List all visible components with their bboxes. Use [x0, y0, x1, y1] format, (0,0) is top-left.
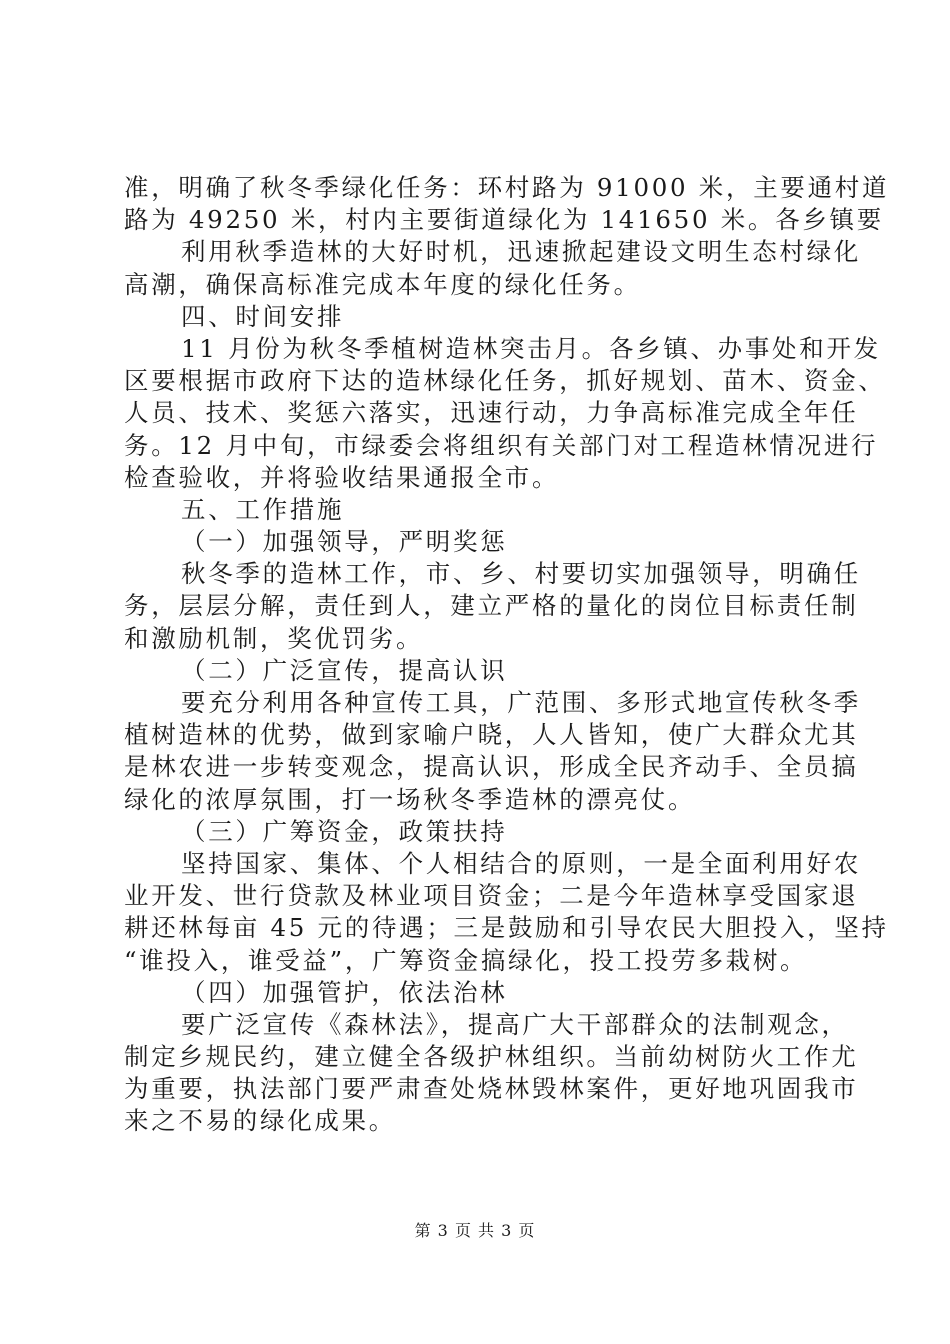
- text-line: 耕还林每亩 45 元的待遇；三是鼓励和引导农民大胆投入，坚持: [124, 913, 889, 943]
- text-line: 务。12 月中旬，市绿委会将组织有关部门对工程造林情况进行: [124, 430, 879, 460]
- text-line: 区要根据市政府下达的造林绿化任务，抓好规划、苗木、资金、: [124, 366, 886, 396]
- text-line: 植树造林的优势，做到家喻户晓，人人皆知，使广大群众尤其: [124, 720, 859, 750]
- text-line: 为重要，执法部门要严肃查处烧林毁林案件，更好地巩固我市: [124, 1074, 859, 1104]
- text-line: 11 月份为秋冬季植树造林突击月。各乡镇、办事处和开发: [181, 333, 881, 363]
- text-line: 利用秋季造林的大好时机，迅速掀起建设文明生态村绿化: [181, 237, 861, 267]
- text-line: 要广泛宣传《森林法》，提高广大干部群众的法制观念，: [181, 1009, 849, 1039]
- text-line: 来之不易的绿化成果。: [124, 1106, 396, 1136]
- page-footer: 第 3 页 共 3 页: [414, 1221, 536, 1240]
- text-line: 人员、技术、奖惩六落实，迅速行动，力争高标准完成全年任: [124, 398, 859, 428]
- text-line: 制定乡规民约，建立健全各级护林组织。当前幼树防火工作尤: [124, 1042, 859, 1072]
- text-line: “谁投入，谁受益”，广筹资金搞绿化，投工投劳多栽树。: [124, 945, 808, 975]
- text-line: （二）广泛宣传，提高认识: [181, 655, 508, 685]
- text-line: 秋冬季的造林工作，市、乡、村要切实加强领导，明确任: [181, 559, 861, 589]
- text-line: 准，明确了秋冬季绿化任务：环村路为 91000 米，主要通村道: [124, 173, 890, 202]
- text-line: （一）加强领导，严明奖惩: [181, 527, 508, 557]
- text-line: 高潮，确保高标准完成本年度的绿化任务。: [124, 269, 641, 299]
- text-line: 业开发、世行贷款及林业项目资金；二是今年造林享受国家退: [124, 881, 859, 911]
- text-line: （四）加强管护，依法治林: [181, 977, 508, 1007]
- text-line: 绿化的浓厚氛围，打一场秋冬季造林的漂亮仗。: [124, 784, 696, 814]
- text-line: （三）广筹资金，政策扶持: [181, 816, 508, 846]
- text-line: 要充分利用各种宣传工具，广范围、多形式地宣传秋冬季: [181, 688, 861, 717]
- text-line: 路为 49250 米，村内主要街道绿化为 141650 米。各乡镇要: [124, 205, 884, 235]
- text-line: 是林农进一步转变观念，提高认识，形成全民齐动手、全员搞: [124, 752, 859, 782]
- text-line: 检查验收，并将验收结果通报全市。: [124, 462, 560, 492]
- text-line: 五、工作措施: [181, 494, 345, 524]
- text-line: 和激励机制，奖优罚劣。: [124, 623, 424, 653]
- text-line: 坚持国家、集体、个人相结合的原则，一是全面利用好农: [181, 848, 861, 878]
- text-line: 四、时间安排: [181, 301, 345, 331]
- document-body: [124, 172, 890, 1138]
- text-line: 务，层层分解，责任到人，建立严格的量化的岗位目标责任制: [124, 591, 859, 621]
